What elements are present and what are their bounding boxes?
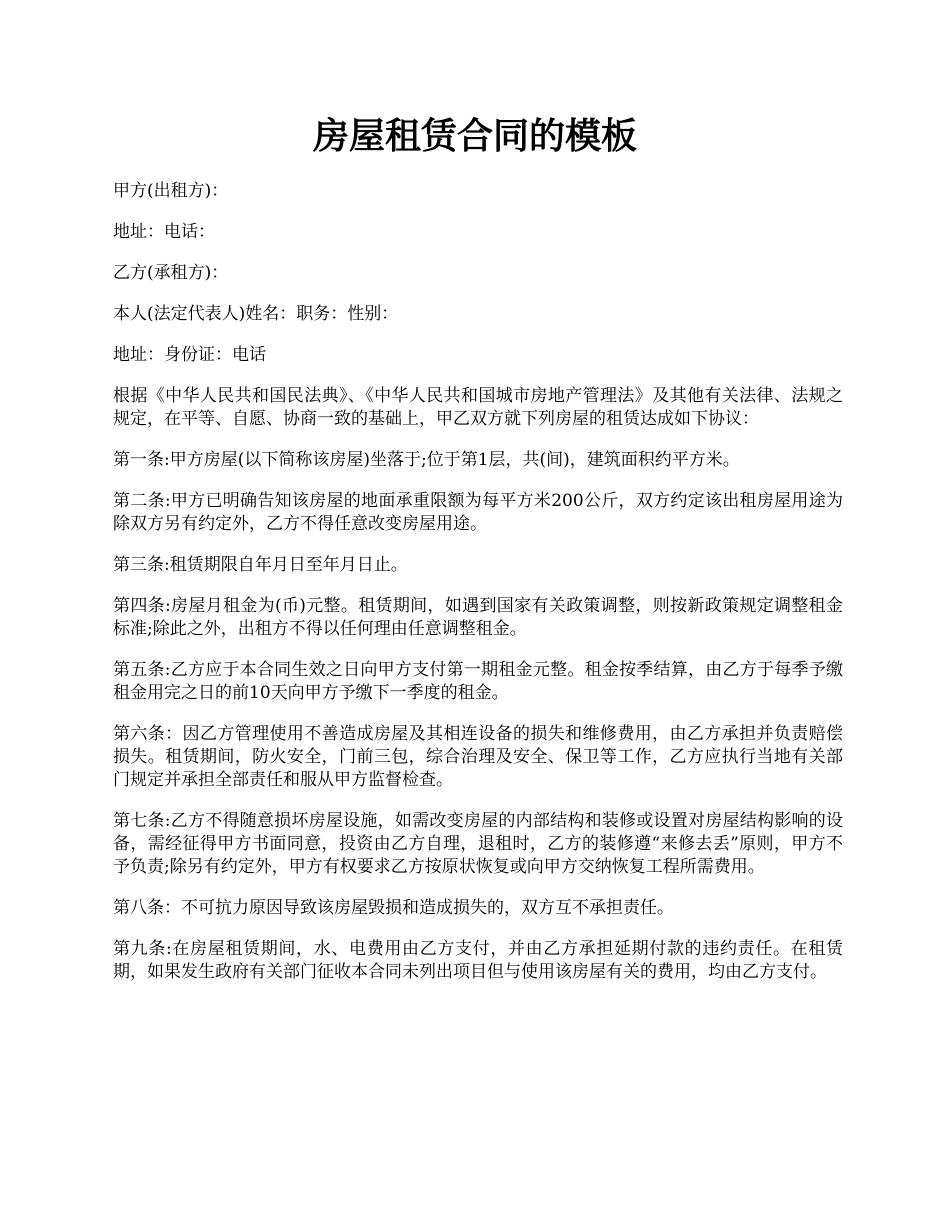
- preamble-paragraph: 根据《中华人民共和国民法典》、《中华人民共和国城市房地产管理法》及其他有关法律、法规之规定，在平等、自愿、协商一致的基础上，甲乙双方就下列房屋的租赁达成如下协议：: [113, 386, 843, 429]
- article-6: 第六条：因乙方管理使用不善造成房屋及其相连设备的损失和维修费用，由乙方承担并负责赔偿损失。租赁期间，防火安全，门前三包，综合治理及安全、保卫等工作，乙方应执行当地有关部门规定并承担全部责任和服从甲方监督检查。: [113, 724, 843, 790]
- article-5: 第五条:乙方应于本合同生效之日向甲方支付第一期租金元整。租金按季结算，由乙方于每季予缴租金用完之日的前10天向甲方予缴下一季度的租金。: [113, 660, 843, 703]
- article-1: 第一条:甲方房屋(以下简称该房屋)坐落于;位于第1层，共(间)，建筑面积约平方米。: [113, 450, 740, 470]
- party-a-line: 甲方(出租方)：: [113, 181, 229, 201]
- article-3: 第三条:租赁期限自年月日至年月日止。: [113, 555, 408, 575]
- party-a-address-line: 地址：电话：: [113, 222, 215, 242]
- article-9: 第九条:在房屋租赁期间，水、电费用由乙方支付，并由乙方承担延期付款的违约责任。在租赁期，如果发生政府有关部门征收本合同未列出项目但与使用该房屋有关的费用，均由乙方支付。: [113, 939, 843, 982]
- article-8: 第八条：不可抗力原因导致该房屋毁损和造成损失的，双方互不承担责任。: [113, 898, 674, 918]
- article-4: 第四条:房屋月租金为(币)元整。租赁期间，如遇到国家有关政策调整，则按新政策规定调整租金标准;除此之外，出租方不得以任何理由任意调整租金。: [113, 596, 843, 639]
- article-7: 第七条:乙方不得随意损坏房屋设施，如需改变房屋的内部结构和装修或设置对房屋结构影响的设备，需经征得甲方书面同意，投资由乙方自理，退租时，乙方的装修遵“来修去丢”原则，甲方不予负责;除另有约定外，甲方有权要求乙方按原状恢复或向甲方交纳恢复工程所需费用。: [113, 811, 843, 877]
- party-b-line: 乙方(承租方)：: [113, 263, 229, 283]
- document-title: 房屋租赁合同的模板: [312, 115, 637, 157]
- document-body: [113, 180, 843, 1002]
- article-2: 第二条:甲方已明确告知该房屋的地面承重限额为每平方米200公斤，双方约定该出租房屋用途为除双方另有约定外，乙方不得任意改变房屋用途。: [113, 491, 843, 534]
- party-b-address-line: 地址：身份证：电话: [113, 345, 266, 365]
- representative-line: 本人(法定代表人)姓名：职务：性别：: [113, 304, 399, 324]
